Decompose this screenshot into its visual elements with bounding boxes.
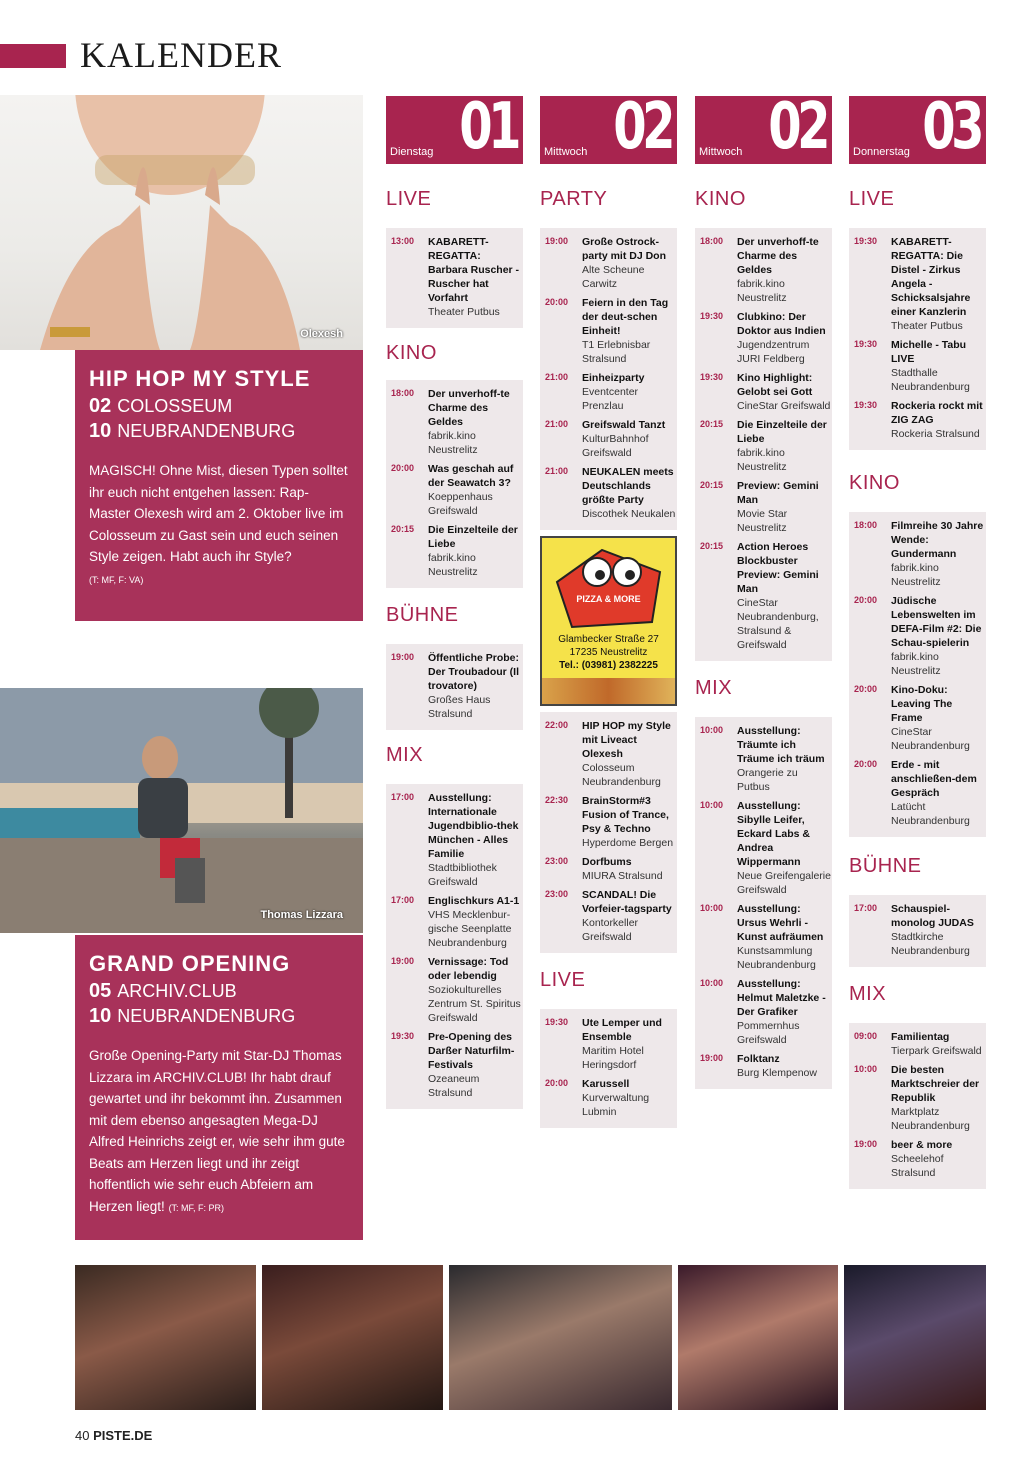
event-location: Stadthalle Neubrandenburg [891, 367, 970, 393]
event-time: 20:15 [391, 524, 415, 534]
category-label: MIX [849, 983, 887, 1005]
feature-date-line: 10 NEUBRANDENBURG [89, 1005, 296, 1027]
event-time: 21:00 [545, 372, 569, 382]
event-location: CineStar Neubrandenburg, Stralsund & Greifswald [737, 597, 819, 651]
event-location: Neue Greifengalerie Greifswald [737, 870, 831, 896]
event-location: Latücht Neubrandenburg [891, 801, 970, 827]
event-name: Preview: Gemini Man [737, 480, 819, 506]
event-time: 10:00 [700, 800, 724, 810]
day-header: Donnerstag 03 [849, 96, 986, 164]
event-row [386, 892, 523, 953]
event-name: Erde - mit anschließen-dem Gespräch [891, 759, 977, 799]
event-location: Discothek Neukalen [582, 508, 676, 520]
event-name: Vernissage: Tod oder lebendig [428, 956, 509, 982]
event-location: fabrik.kino Neustrelitz [737, 447, 787, 473]
event-location: Stadtbibliothek Greifswald [428, 862, 497, 888]
event-name: Englischkurs A1-1 [428, 895, 520, 907]
olexesh-photo [0, 95, 363, 350]
event-location: Orangerie zu Putbus [737, 767, 798, 793]
event-location: fabrik.kino Neustrelitz [737, 278, 787, 304]
event-location: VHS Mecklenbur-gische Seenplatte Neubrandenburg [428, 909, 512, 949]
event-name: Die Einzelteile der Liebe [737, 419, 827, 445]
event-location: Theater Putbus [891, 320, 963, 332]
feature-box-grand-opening [75, 935, 363, 1240]
event-time: 10:00 [700, 725, 724, 735]
event-location: T1 Erlebnisbar Stralsund [582, 339, 651, 365]
event-time: 21:00 [545, 466, 569, 476]
event-time: 21:00 [545, 419, 569, 429]
event-location: Rockeria Stralsund [891, 428, 980, 440]
category-label: LIVE [386, 188, 432, 210]
event-location: fabrik.kino Neustrelitz [891, 651, 941, 677]
event-row [849, 592, 986, 681]
event-time: 23:00 [545, 889, 569, 899]
event-name: Michelle - Tabu LIVE [891, 339, 967, 365]
event-row [540, 233, 677, 294]
category-label: PARTY [540, 188, 608, 210]
category-label: KINO [695, 188, 746, 210]
event-location: Burg Klempenow [737, 1067, 817, 1079]
event-list [540, 712, 677, 953]
event-row [849, 397, 986, 444]
event-row [849, 233, 986, 336]
feature-date-line: 10 NEUBRANDENBURG [89, 420, 296, 442]
feature-text: MAGISCH! Ohne Mist, diesen Typen solltet ihr euch nicht entgehen lassen: Rap-Master Olexesh wird am 2. Oktober live im Colosseum zu Gast sein und euch seinen Style zeigen. Habt auch ihr Style? (T: MF, F: VA) [89, 463, 348, 585]
event-name: Der unverhoff-te Charme des Geldes [428, 388, 510, 428]
event-name: Öffentliche Probe: Der Troubadour (Il trovatore) [428, 652, 520, 692]
event-row [695, 308, 832, 369]
event-name: Clubkino: Der Doktor aus Indien [737, 311, 826, 337]
event-time: 19:00 [700, 1053, 724, 1063]
event-row [386, 521, 523, 582]
feature-box-hiphop [75, 350, 363, 621]
event-time: 19:30 [545, 1017, 569, 1027]
column-day-4 [849, 188, 986, 1189]
feature-heading: HIP HOP MY STYLE [89, 366, 311, 391]
event-time: 19:30 [854, 236, 878, 246]
header-accent-bar [0, 44, 66, 68]
event-row [540, 1075, 677, 1122]
event-time: 22:00 [545, 720, 569, 730]
event-time: 20:00 [854, 759, 878, 769]
event-name: Dorfbums [582, 856, 632, 868]
event-name: Feiern in den Tag der deut-schen Einheit! [582, 297, 669, 337]
event-name: Die Einzelteile der Liebe [428, 524, 518, 550]
event-name: Der unverhoff-te Charme des Geldes [737, 236, 819, 276]
category-label: BÜHNE [386, 604, 459, 626]
event-time: 18:00 [854, 520, 878, 530]
day-header: Dienstag 01 [386, 96, 523, 164]
event-row [695, 797, 832, 900]
event-time: 19:30 [854, 400, 878, 410]
event-time: 09:00 [854, 1031, 878, 1041]
event-location: Tierpark Greifswald [891, 1045, 982, 1057]
event-name: Schauspiel-monolog JUDAS [891, 903, 974, 929]
event-row [540, 886, 677, 947]
event-time: 19:30 [700, 311, 724, 321]
event-row [540, 416, 677, 463]
event-list [540, 228, 677, 530]
page-title: KALENDER [80, 35, 282, 75]
event-name: BrainStorm#3 Fusion of Trance, Psy & Techno [582, 795, 669, 835]
event-location: Theater Putbus [428, 306, 500, 318]
event-name: HIP HOP my Style mit Liveact Olexesh [582, 720, 671, 760]
event-name: Die besten Marktschreier der Republik [891, 1064, 980, 1104]
event-row [695, 233, 832, 308]
event-time: 19:30 [700, 372, 724, 382]
event-location: Colosseum Neubrandenburg [582, 762, 661, 788]
event-location: Alte Scheune Carwitz [582, 264, 645, 290]
party-photo [75, 1265, 256, 1410]
event-name: SCANDAL! Die Vorfeier-tagsparty [582, 889, 672, 915]
event-name: Kino-Doku: Leaving The Frame [891, 684, 953, 724]
event-list [386, 380, 523, 588]
event-row [540, 717, 677, 792]
event-location: Koeppenhaus Greifswald [428, 491, 493, 517]
event-name: Familientag [891, 1031, 950, 1043]
ad-brand: PIZZA & MORE [576, 594, 641, 604]
party-photo [844, 1265, 986, 1410]
event-location: Pommernhus Greifswald [737, 1020, 800, 1046]
category-label: KINO [386, 342, 437, 364]
event-location: Movie Star Neustrelitz [737, 508, 788, 534]
event-name: Filmreihe 30 Jahre Wende: Gundermann [891, 520, 984, 560]
photo-credit: Olexesh [300, 328, 343, 340]
event-location: CineStar Neubrandenburg [891, 726, 970, 752]
event-name: Große Ostrock-party mit DJ Don [582, 236, 667, 262]
event-row [540, 369, 677, 416]
event-time: 20:00 [545, 1078, 569, 1088]
event-row [386, 385, 523, 460]
event-name: Greifswald Tanzt [582, 419, 666, 431]
event-row [849, 1028, 986, 1061]
event-time: 10:00 [700, 903, 724, 913]
party-photo [262, 1265, 443, 1410]
event-list [695, 228, 832, 661]
event-time: 10:00 [854, 1064, 878, 1074]
pizza-advertisement[interactable] [540, 536, 677, 706]
event-row [695, 975, 832, 1050]
event-row [540, 1014, 677, 1075]
event-row [849, 1136, 986, 1183]
event-row [695, 722, 832, 797]
event-time: 20:15 [700, 480, 724, 490]
event-location: Maritim Hotel Heringsdorf [582, 1045, 644, 1071]
event-location: fabrik.kino Neustrelitz [428, 430, 478, 456]
event-row [386, 953, 523, 1028]
event-location: fabrik.kino Neustrelitz [428, 552, 478, 578]
event-time: 20:00 [854, 595, 878, 605]
event-name: Was geschah auf der Seawatch 3? [428, 463, 514, 489]
event-row [695, 900, 832, 975]
event-list [849, 512, 986, 837]
event-location: Kurverwaltung Lubmin [582, 1092, 650, 1118]
page-number: 40 [75, 1428, 90, 1443]
category-label: BÜHNE [849, 855, 922, 877]
event-row [849, 681, 986, 756]
category-label: MIX [386, 744, 424, 766]
event-time: 18:00 [391, 388, 415, 398]
event-time: 19:30 [854, 339, 878, 349]
event-name: Action Heroes Blockbuster Preview: Gemini Man [737, 541, 819, 595]
column-day-2 [540, 188, 677, 1128]
event-row [849, 517, 986, 592]
feature-date-line: 05 ARCHIV.CLUB [89, 980, 237, 1002]
event-time: 23:00 [545, 856, 569, 866]
event-row [695, 1050, 832, 1083]
event-row [540, 463, 677, 524]
category-label: LIVE [540, 969, 586, 991]
event-row [849, 756, 986, 831]
event-name: Einheizparty [582, 372, 645, 384]
event-location: Jugendzentrum JURI Feldberg [737, 339, 810, 365]
event-time: 18:00 [700, 236, 724, 246]
event-location: Kunstsammlung Neubrandenburg [737, 945, 816, 971]
photo-credit: Thomas Lizzara [260, 909, 343, 921]
footer-brand: PISTE.DE [93, 1428, 153, 1443]
page-footer [75, 1428, 152, 1443]
event-location: MIURA Stralsund [582, 870, 663, 882]
ad-phone: Tel.: (03981) 2382225 [559, 660, 658, 671]
event-name: Pre-Opening des Darßer Naturfilm-Festivals [428, 1031, 515, 1071]
event-name: Kino Highlight: Gelobt sei Gott [737, 372, 813, 398]
event-time: 10:00 [700, 978, 724, 988]
event-list [849, 228, 986, 450]
event-name: NEUKALEN meets Deutschlands größte Party [582, 466, 674, 506]
event-row [695, 416, 832, 477]
event-name: Karussell [582, 1078, 630, 1090]
event-location: CineStar Greifswald [737, 400, 831, 412]
party-photo [678, 1265, 838, 1410]
event-row [386, 460, 523, 521]
event-time: 20:15 [700, 419, 724, 429]
event-name: Ausstellung: Helmut Maletzke - Der Grafiker [737, 978, 826, 1018]
ad-city: 17235 Neustrelitz [569, 647, 648, 658]
event-time: 17:00 [854, 903, 878, 913]
day-header: Mittwoch 02 [540, 96, 677, 164]
event-location: Hyperdome Bergen [582, 837, 674, 849]
party-photo [449, 1265, 672, 1410]
event-name: KABARETT-REGATTA: Die Distel - Zirkus Angela - Schicksalsjahre einer Kanzlerin [891, 236, 971, 318]
event-row [386, 789, 523, 892]
column-day-3 [695, 188, 832, 1089]
event-list [695, 717, 832, 1089]
event-location: Scheelehof Stralsund [891, 1153, 944, 1179]
event-time: 19:00 [391, 652, 415, 662]
event-row [540, 853, 677, 886]
event-location: Ozeaneum Stralsund [428, 1073, 480, 1099]
event-location: Stadtkirche Neubrandenburg [891, 931, 970, 957]
event-time: 17:00 [391, 792, 415, 802]
category-label: KINO [849, 472, 900, 494]
event-list [849, 1023, 986, 1189]
event-row [849, 336, 986, 397]
event-location: Kontorkeller Greifswald [582, 917, 639, 943]
event-row [849, 1061, 986, 1136]
event-time: 20:00 [545, 297, 569, 307]
event-list [386, 784, 523, 1109]
feature-date-line: 02 COLOSSEUM [89, 395, 233, 417]
event-location: KulturBahnhof Greifswald [582, 433, 649, 459]
event-name: Ausstellung: Internationale Jugendbiblio-thek München - Alles Familie [428, 792, 519, 860]
event-row [386, 1028, 523, 1103]
event-time: 13:00 [391, 236, 415, 246]
event-time: 17:00 [391, 895, 415, 905]
event-name: Ausstellung: Träumte ich Träume ich träum [737, 725, 825, 765]
event-name: Ute Lemper und Ensemble [582, 1017, 662, 1043]
event-time: 20:00 [391, 463, 415, 473]
event-row [386, 649, 523, 724]
category-label: MIX [695, 677, 733, 699]
feature-text: Große Opening-Party mit Star-DJ Thomas Lizzara im ARCHIV.CLUB! Ihr habt drauf gewartet und ihr bekommt ihn. Zusammen mit dem ebenso angesagten Mega-DJ Alfred Heinrichs zeigt er, wie sehr ihm gute Beats am Herzen liegt und ihr zeigt hoffentlich wie sehr euch Abfeiern am Herzen liegt! (T: MF, F: PR) [89, 1048, 345, 1214]
column-day-1 [386, 188, 523, 1109]
event-time: 19:00 [391, 956, 415, 966]
event-name: Ausstellung: Sibylle Leifer, Eckard Labs & Andrea Wippermann [737, 800, 810, 868]
day-header: Mittwoch 02 [695, 96, 832, 164]
event-location: Soziokulturelles Zentrum St. Spiritus Greifswald [428, 984, 521, 1024]
event-time: 22:30 [545, 795, 569, 805]
event-row [695, 369, 832, 416]
lizzara-photo [0, 688, 363, 933]
event-location: Eventcenter Prenzlau [582, 386, 639, 412]
ad-address: Glambecker Straße 27 [558, 634, 659, 645]
event-location: Großes Haus Stralsund [428, 694, 491, 720]
event-time: 19:00 [545, 236, 569, 246]
event-list [849, 895, 986, 967]
event-row [695, 477, 832, 538]
event-name: Jüdische Lebenswelten im DEFA-Film #2: Die Schau-spielerin [891, 595, 982, 649]
event-location: fabrik.kino Neustrelitz [891, 562, 941, 588]
event-name: beer & more [891, 1139, 953, 1151]
event-row [540, 792, 677, 853]
event-row [695, 538, 832, 655]
event-list [386, 644, 523, 730]
feature-heading: GRAND OPENING [89, 951, 291, 976]
event-row [540, 294, 677, 369]
event-name: KABARETT-REGATTA: Barbara Ruscher - Ruscher hat Vorfahrt [428, 236, 520, 304]
event-row [849, 900, 986, 961]
event-location: Marktplatz Neubrandenburg [891, 1106, 970, 1132]
event-list [386, 228, 523, 328]
event-list [540, 1009, 677, 1128]
event-time: 19:00 [854, 1139, 878, 1149]
event-name: Folktanz [737, 1053, 780, 1065]
event-time: 20:15 [700, 541, 724, 551]
event-name: Rockeria rockt mit ZIG ZAG [891, 400, 983, 426]
event-row [386, 233, 523, 322]
event-name: Ausstellung: Ursus Wehrli - Kunst aufräumen [737, 903, 824, 943]
category-label: LIVE [849, 188, 895, 210]
event-time: 19:30 [391, 1031, 415, 1041]
event-time: 20:00 [854, 684, 878, 694]
